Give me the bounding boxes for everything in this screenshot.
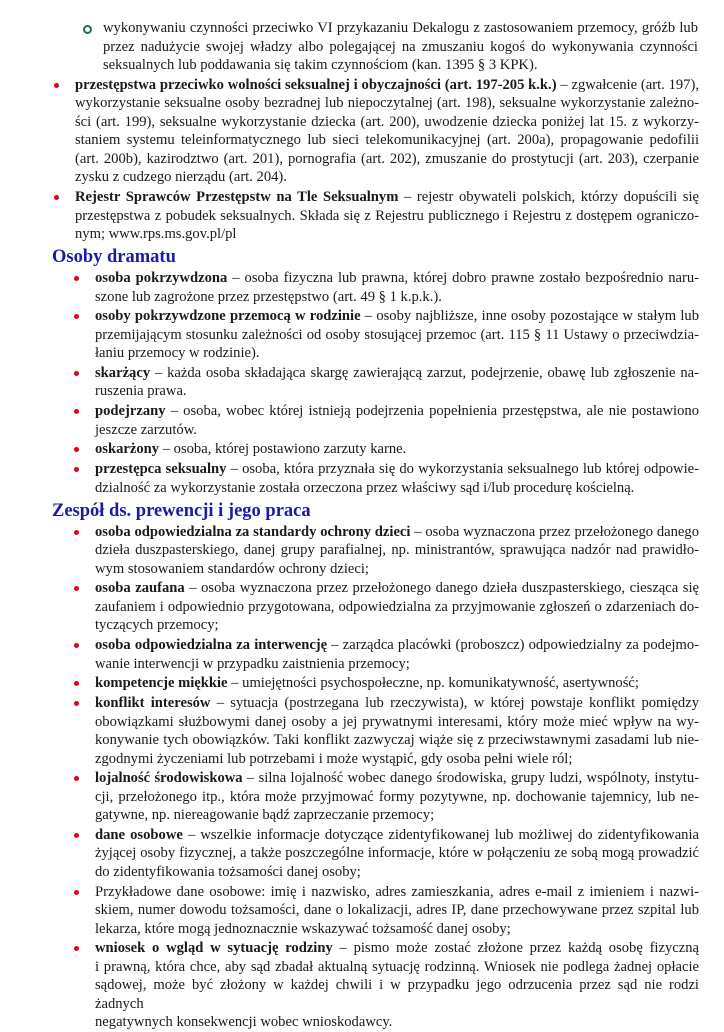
- red-bullet-icon: [74, 314, 79, 319]
- text-line: [75, 168, 699, 187]
- text-line: [95, 364, 699, 383]
- defined-term: lojalność środowiskowa: [95, 770, 243, 787]
- definition-text: – każda osoba składająca skargę zawierającą zarzut, podejrzenie, obawę lub zgłoszenie na-: [150, 364, 699, 381]
- defined-term: skarżący: [95, 364, 151, 381]
- definition-text: łaniu przemocy w rodzinie).: [95, 345, 260, 362]
- text-line: [95, 655, 699, 674]
- text-line: [103, 19, 698, 38]
- defined-term: osoba odpowiedzialna za standardy ochrony dzieci: [95, 523, 411, 540]
- red-bullet-icon: [74, 586, 79, 591]
- text-line: [95, 694, 699, 713]
- definition-text: – zgwałcenie (art. 197),: [556, 76, 699, 93]
- text-line: [95, 750, 699, 769]
- definition-text: skiem, numer dowodu tożsamości, dane o lokalizacji, adres IP, dane przechowywane przez szpital lub: [95, 902, 699, 919]
- list-item: [95, 269, 699, 306]
- definition-text: żyjącej osoby fizycznej, a także poszczególne informacje, które w połączeniu ze sobą mogą prowadzić: [95, 845, 699, 862]
- text-line: [95, 560, 699, 579]
- text-line: [95, 920, 699, 939]
- definition-text: ści (art. 199), seksualne wykorzystanie dziecka (art. 200), uwodzenie dziecka poniżej lat 15. z wykorzy-: [75, 113, 699, 130]
- red-bullet-icon: [74, 371, 79, 376]
- defined-term: osoba odpowiedzialna za interwencję: [95, 637, 328, 654]
- text-line: [95, 460, 699, 479]
- text-line: [95, 479, 699, 498]
- text-line: [75, 188, 699, 207]
- definition-text: ruszenia prawa.: [95, 383, 187, 400]
- definition-text: – wszelkie informacje dotyczące zidentyfikowanej lub możliwej do zidentyfikowania: [182, 826, 699, 843]
- definition-text: – silna lojalność wobec danego środowiska, grupy ludzi, wspólnoty, instytu-: [242, 770, 699, 787]
- definition-text: zysku z cudzego nierządu (art. 204).: [75, 169, 287, 185]
- red-bullet-icon: [74, 946, 79, 951]
- list-item: [95, 674, 699, 693]
- text-line: [95, 883, 699, 902]
- text-line: [95, 523, 699, 542]
- text-line: [95, 826, 699, 845]
- list-item: [95, 402, 699, 439]
- definition-text: – pismo może zostać złożone przez każdą osobę fizyczną: [332, 940, 699, 957]
- text-line: [95, 269, 699, 288]
- text-line: [95, 788, 699, 807]
- definition-text: – zarządca placówki (proboszcz) odpowiedzialny za podejmo-: [327, 637, 699, 654]
- list-item: [95, 579, 699, 635]
- defined-term: osoby pokrzywdzone przemocą w rodzinie: [95, 308, 361, 325]
- definition-text: przez nadużycie swojej władzy albo polegającej na zmuszaniu kogoś do wykonywania czynności: [103, 38, 698, 55]
- red-bullet-icon: [74, 409, 79, 414]
- text-line: [95, 806, 699, 825]
- text-line: [95, 344, 699, 363]
- definition-text: (art. 200b), kazirodztwo (art. 201), pornografia (art. 202), zmuszanie do prostytucji (art. 203), czerpanie: [75, 150, 699, 167]
- text-line: [95, 598, 699, 617]
- definition-text: sądowej, może być złożony w każdej chwili i w przypadku jego odrzucenia przez sąd nie rodzi żadnych: [95, 977, 699, 1012]
- red-bullet-icon: [54, 195, 59, 200]
- red-bullet-icon: [54, 83, 59, 88]
- section-heading: Osoby dramatu: [52, 247, 176, 267]
- defined-term: przestępstwa przeciwko wolności seksualnej i obyczajności (art. 197-205 k.k.): [75, 76, 557, 93]
- definition-text: wykorzystanie seksualne osoby bezradnej lub niepoczytalnej (art. 198), seksualne wykorzystanie zależno-: [75, 95, 699, 111]
- red-bullet-icon: [74, 276, 79, 281]
- definition-text: szone lub zagrożone przez przestępstwo (art. 49 § 1 k.p.k.).: [95, 288, 442, 305]
- list-item: [95, 307, 699, 363]
- definition-text: – osoba, wobec której istnieją podejrzenia popełnienia przestępstwa, ale nie postawiono: [165, 403, 699, 420]
- text-line: [95, 674, 699, 693]
- text-line: [75, 150, 699, 169]
- definition-text: gatywne, np. niereagowanie bądź zaprzeczanie przemocy;: [95, 807, 435, 824]
- definition-text: obowiązkami służbowymi danej osoby a jej prywatnymi interesami, który może mieć wpływ na wy-: [95, 713, 699, 730]
- text-line: [95, 958, 699, 977]
- text-line: [95, 326, 699, 345]
- text-line: [95, 382, 699, 401]
- list-item: [95, 883, 699, 939]
- defined-term: przestępca seksualny: [95, 461, 227, 477]
- text-line: [95, 713, 699, 732]
- list-item: [75, 76, 699, 187]
- text-line: [75, 207, 699, 226]
- definition-text: cji, przełożonego itp., która może przyjmować formy pozytywne, np. dochowanie tajemnicy, lub ne-: [95, 788, 699, 805]
- red-bullet-icon: [74, 447, 79, 452]
- definition-text: negatywnych konsekwencji wobec wnioskodawcy.: [95, 1014, 393, 1031]
- text-line: [95, 769, 699, 788]
- definition-text: – osoba wyznaczona przez przełożonego danego: [410, 523, 699, 540]
- text-line: [95, 440, 699, 459]
- text-line: [95, 731, 699, 750]
- definition-text: seksualnych lub poddawania się takim czynnościom (kan. 1395 § 3 KPK).: [103, 57, 538, 73]
- text-line: [103, 38, 698, 57]
- red-bullet-icon: [74, 681, 79, 686]
- red-bullet-icon: [74, 643, 79, 648]
- list-item: [95, 460, 699, 497]
- defined-term: oskarżony: [95, 441, 160, 458]
- definition-text: staniem systemu teleinformatycznego lub sieci telekomunikacyjnej (art. 200a), propagowanie pedofilii: [75, 132, 699, 148]
- definition-text: – rejestr obywateli polskich, którzy dopuścili się: [398, 189, 699, 205]
- red-bullet-icon: [74, 701, 79, 706]
- definition-text: wykonywaniu czynności przeciwko VI przykazaniu Dekalogu z zastosowaniem przemocy, gróźb lub: [103, 20, 698, 36]
- definition-text: i prawną, która chce, aby sąd zbadał aktualną sytuację rodzinną. Wniosek nie podlega żadnej opłacie: [95, 958, 699, 975]
- list-item: [95, 694, 699, 768]
- text-line: [95, 541, 699, 560]
- red-bullet-icon: [74, 833, 79, 838]
- list-item: [95, 826, 699, 882]
- list-item: [103, 19, 698, 75]
- definition-text: wanie interwencji w przypadku zaistnienia przemocy;: [95, 655, 410, 672]
- text-line: [95, 579, 699, 598]
- defined-term: osoba zaufana: [95, 580, 185, 597]
- text-line: [95, 402, 699, 421]
- definition-text: – osoba fizyczna lub prawna, której dobro prawne zostało bezpośrednio naru-: [227, 270, 700, 286]
- list-item: [95, 769, 699, 825]
- defined-term: wniosek o wgląd w sytuację rodziny: [95, 940, 333, 957]
- definition-text: przemijającym stosunku zależności od osoby stosującej przemoc (art. 115 § 11 Ustawy o przeciwdzia-: [95, 326, 699, 343]
- list-item: [95, 440, 699, 459]
- defined-term: dane osobowe: [95, 826, 183, 843]
- section-heading: Zespół ds. prewencji i jego praca: [52, 500, 311, 521]
- definition-text: do zidentyfikowania tożsamości danej osoby;: [95, 863, 361, 880]
- defined-term: kompetencje miękkie: [95, 675, 228, 692]
- text-line: [95, 288, 699, 307]
- text-line: [95, 863, 699, 882]
- definition-text: zaufaniem i odpowiednio przygotowana, odpowiedzialna za przyjmowanie zgłoszeń o zdarzeniach do-: [95, 598, 699, 615]
- list-item: [95, 364, 699, 401]
- definition-text: dzialność za wykorzystanie została orzeczona przez właściwy sąd i/lub procedurę kościelną.: [95, 479, 635, 496]
- red-bullet-icon: [74, 467, 79, 472]
- defined-term: konflikt interesów: [95, 695, 211, 711]
- definition-text: dzieła duszpasterskiego, danej grupy parafialnej, np. ministrantów, sprawująca nadzór nad prawidło-: [95, 542, 699, 559]
- text-line: [75, 225, 699, 244]
- text-line: [95, 616, 699, 635]
- list-item: [75, 188, 699, 244]
- list-item: [95, 523, 699, 579]
- text-line: [95, 421, 699, 440]
- list-item: [95, 636, 699, 673]
- definition-text: przestępstwa z pobudek seksualnych. Składa się z Rejestru publicznego i Rejestru z dostępem ograniczo-: [75, 207, 699, 224]
- text-line: [75, 76, 699, 95]
- text-line: [95, 844, 699, 863]
- definition-text: – osoba, która przyznała się do wykorzystania seksualnego lub której odpowie-: [226, 461, 699, 477]
- definition-text: – sytuacja (postrzegana lub rzeczywista), w której powstaje konflikt pomiędzy: [210, 695, 699, 711]
- text-line: [95, 636, 699, 655]
- definition-text: jeszcze zarzutów.: [95, 421, 197, 438]
- definition-text: lekarza, które mogą jednoznacznie wskazywać tożsamość danej osoby;: [95, 920, 511, 937]
- defined-term: osoba pokrzywdzona: [95, 270, 228, 286]
- text-line: [75, 113, 699, 132]
- red-bullet-icon: [74, 776, 79, 781]
- text-line: [95, 901, 699, 920]
- text-line: [103, 56, 698, 75]
- text-line: [95, 976, 699, 1013]
- definition-text: wym stosowaniem standardów ochrony dzieci;: [95, 560, 369, 577]
- red-bullet-icon: [74, 890, 79, 895]
- definition-text: nym; www.rps.ms.gov.pl/pl: [75, 226, 237, 242]
- text-line: [75, 94, 699, 113]
- text-line: [75, 131, 699, 150]
- definition-text: zgodnymi życzeniami lub potrzebami i może wystąpić, gdy osoba pełni wiele ról;: [95, 750, 573, 767]
- definition-text: – osoba, której postawiono zarzuty karne.: [159, 441, 407, 458]
- circle-bullet-icon: [83, 25, 92, 34]
- definition-text: – umiejętności psychospołeczne, np. komunikatywność, asertywność;: [227, 675, 639, 692]
- definition-text: konywanie tych obowiązków. Taki konflikt zazwyczaj wiąże się z przeciwstawnymi zasadami lub nie-: [95, 732, 699, 748]
- definition-text: – osoby najbliższe, inne osoby pozostające w stałym lub: [360, 308, 699, 325]
- definition-text: Przykładowe dane osobowe: imię i nazwisko, adres zamieszkania, adres e-mail z imieniem i nazwi-: [95, 883, 699, 900]
- text-line: [95, 939, 699, 958]
- red-bullet-icon: [74, 530, 79, 535]
- definition-text: tyczących przemocy;: [95, 617, 219, 634]
- definition-text: – osoba wyznaczona przez przełożonego danego dzieła duszpasterskiego, ciesząca się: [184, 580, 699, 597]
- defined-term: podejrzany: [95, 403, 166, 420]
- list-item: [95, 939, 699, 1032]
- text-line: [95, 307, 699, 326]
- defined-term: Rejestr Sprawców Przestępstw na Tle Seksualnym: [75, 189, 399, 205]
